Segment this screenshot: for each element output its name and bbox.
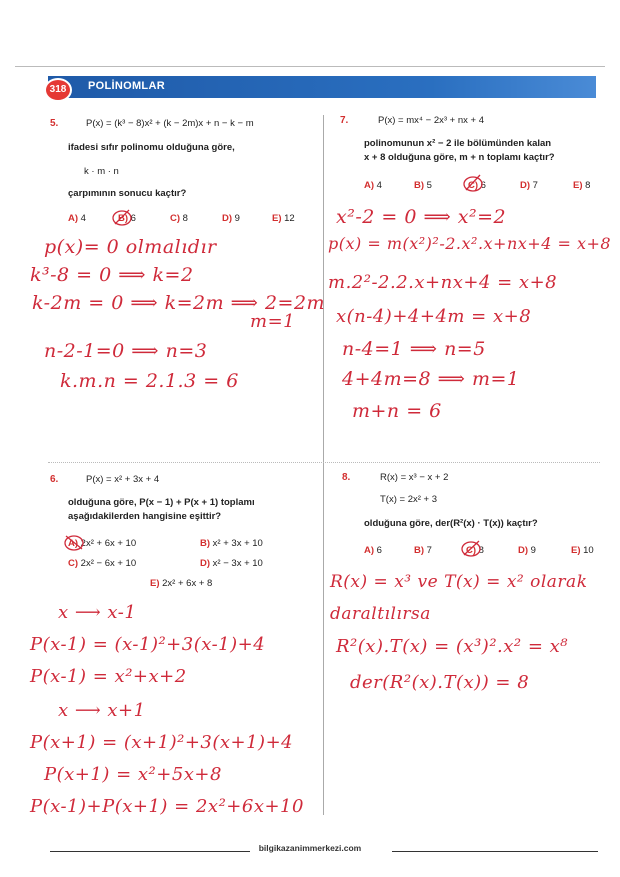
question-5-line4: çarpımının sonucu kaçtır? [68,188,187,199]
question-8-line2: T(x) = 2x² + 3 [380,494,438,505]
question-7-number: 7. [340,115,349,126]
question-8-line3: olduğuna göre, der(R²(x) · T(x)) kaçtır? [364,518,538,529]
q8-work-1: R(x) = x³ ve T(x) = x² olarak [330,572,588,592]
q6-option-b[interactable]: B) x² + 3x + 10 [200,538,263,549]
q8-option-e[interactable]: E) 10 [571,545,594,556]
q7-work-6: 4+4m=8 ⟹ m=1 [342,368,520,390]
q7-work-1: x²-2 = 0 ⟹ x²=2 [336,206,507,228]
q5-work-5: n-2-1=0 ⟹ n=3 [44,340,208,362]
q7-option-c[interactable]: C) 6 [468,180,486,191]
question-5-line1: P(x) = (k³ − 8)x² + (k − 2m)x + n − k − m [86,118,254,129]
q5-work-2: k³-8 = 0 ⟹ k=2 [30,264,194,286]
q8-option-c[interactable]: C) 8 [466,545,484,556]
question-8-line1: R(x) = x³ − x + 2 [380,472,449,483]
q5-work-3: k-2m = 0 ⟹ k=2m ⟹ 2=2m [32,292,326,314]
q7-option-d[interactable]: D) 7 [520,180,538,191]
question-5-line3: k · m · n [84,166,119,177]
question-7-line1: P(x) = mx⁴ − 2x³ + nx + 4 [378,115,484,126]
q5-work-6: k.m.n = 2.1.3 = 6 [60,370,239,392]
question-5-line2: ifadesi sıfır polinomu olduğuna göre, [68,142,235,153]
q7-work-3: m.2²-2.2.x+nx+4 = x+8 [328,272,558,293]
q7-work-5: n-4=1 ⟹ n=5 [342,338,486,360]
q5-option-b[interactable]: B) 6 [118,213,136,224]
q5-option-c[interactable]: C) 8 [170,213,188,224]
q7-option-b[interactable]: B) 5 [414,180,432,191]
question-6-line1: P(x) = x² + 3x + 4 [86,474,160,485]
q8-option-d[interactable]: D) 9 [518,545,536,556]
q5-work-1: p(x)= 0 olmalıdır [44,236,217,258]
q5-option-d[interactable]: D) 9 [222,213,240,224]
q8-work-4: der(R²(x).T(x)) = 8 [350,672,530,693]
question-5-number: 5. [50,118,59,129]
q6-work-2: P(x-1) = (x-1)²+3(x-1)+4 [30,634,266,655]
q6-option-c[interactable]: C) 2x² − 6x + 10 [68,558,137,569]
footer-site: bilgikazanimmerkezi.com [258,843,362,853]
q6-work-6: P(x+1) = x²+5x+8 [44,764,222,785]
q6-option-d[interactable]: D) x² − 3x + 10 [200,558,263,569]
question-6-line3: aşağıdakilerden hangisine eşittir? [68,511,222,522]
q5-option-a[interactable]: A) 4 [68,213,86,224]
chapter-title: POLİNOMLAR [88,80,165,92]
question-7-line3: x + 8 olduğuna göre, m + n toplamı kaçtır? [364,152,555,163]
q8-option-b[interactable]: B) 7 [414,545,432,556]
q6-work-4: x ⟶ x+1 [58,700,146,721]
q7-option-a[interactable]: A) 4 [364,180,382,191]
q7-option-e[interactable]: E) 8 [573,180,591,191]
q5-option-e[interactable]: E) 12 [272,213,295,224]
q7-work-4: x(n-4)+4+4m = x+8 [336,306,532,327]
q8-option-a[interactable]: A) 6 [364,545,382,556]
q6-work-3: P(x-1) = x²+x+2 [30,666,187,687]
question-8-number: 8. [342,472,351,483]
question-6-number: 6. [50,474,59,485]
q6-work-7: P(x-1)+P(x+1) = 2x²+6x+10 [30,796,304,817]
q8-work-2: daraltılırsa [330,604,431,624]
q5-work-4: m=1 [250,311,296,332]
q7-work-2: p(x) = m(x²)²-2.x².x+nx+4 = x+8 [328,234,612,253]
q6-work-5: P(x+1) = (x+1)²+3(x+1)+4 [30,732,294,753]
q7-work-7: m+n = 6 [352,400,442,422]
question-7-line2: polinomunun x² − 2 ile bölümünden kalan [364,138,552,149]
q8-work-3: R²(x).T(x) = (x³)².x² = x⁸ [336,636,569,657]
q6-option-a[interactable]: A) 2x² + 6x + 10 [68,538,137,549]
q6-work-1: x ⟶ x-1 [58,602,137,623]
q6-option-e[interactable]: E) 2x² + 6x + 8 [150,578,213,589]
page-number-badge: 318 [44,78,72,102]
question-6-line2: olduğuna göre, P(x − 1) + P(x + 1) toplamı [68,497,255,508]
